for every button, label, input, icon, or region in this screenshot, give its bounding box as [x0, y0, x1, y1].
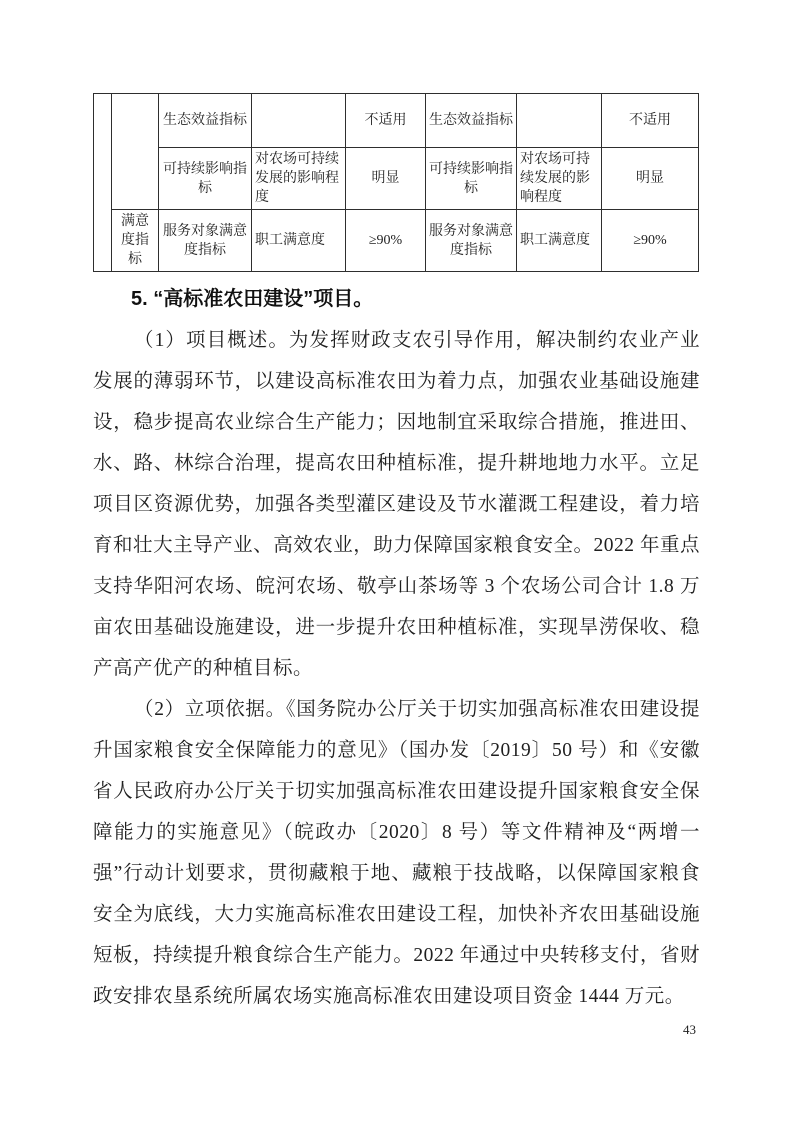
category-cell: 满意度指标 — [112, 210, 159, 272]
indicator-cell: 服务对象满意度指标 — [159, 210, 252, 272]
indicator-cell: 可持续影响指标 — [426, 148, 517, 210]
value-cell: 不适用 — [346, 94, 426, 148]
indicator-table — [93, 93, 699, 272]
detail-cell: 职工满意度 — [517, 210, 602, 272]
indicator-cell: 服务对象满意度指标 — [426, 210, 517, 272]
indicator-cell: 可持续影响指标 — [159, 148, 252, 210]
spanner-cell-empty — [94, 94, 112, 272]
paragraph-project-overview: （1）项目概述。为发挥财政支农引导作用，解决制约农业产业发展的薄弱环节，以建设高标准农田为着力点，加强农业基础设施建设，稳步提高农业综合生产能力；因地制宜采取综合措施，推进田、水、路、林综合治理，提高农田种植标准，提升耕地地力水平。立足项目区资源优势，加强各类型灌区建设及节水灌溉工程建设，着力培育和壮大主导产业、高效农业，助力保障国家粮食安全。2022 年重点支持华阳河农场、皖河农场、敬亭山茶场等 3 个农场公司合计 1.8 万亩农田基础设施建设，进一步提升农田种植标准，实现旱涝保收、稳产高产优产的种植目标。 — [93, 330, 700, 679]
table-row — [94, 210, 699, 272]
indicator-cell: 生态效益指标 — [426, 94, 517, 148]
page-content — [93, 93, 700, 1017]
detail-cell: 职工满意度 — [252, 210, 346, 272]
value-cell: ≥90% — [346, 210, 426, 272]
indicator-cell: 生态效益指标 — [159, 94, 252, 148]
detail-cell — [517, 94, 602, 148]
paragraph-project-basis: （2）立项依据。《国务院办公厅关于切实加强高标准农田建设提升国家粮食安全保障能力的意见》（国办发〔2019〕50 号）和《安徽省人民政府办公厅关于切实加强高标准农田建设提升国家粮食安全保障能力的实施意见》（皖政办〔2020〕8 号）等文件精神及“两增一强”行动计划要求，贯彻藏粮于地、藏粮于技战略，以保障国家粮食安全为底线，大力实施高标准农田建设工程，加快补齐农田基础设施短板，持续提升粮食综合生产能力。2022 年通过中央转移支付，省财政安排农垦系统所属农场实施高标准农田建设项目资金 1444 万元。 — [93, 699, 700, 1007]
detail-cell: 对农场可持续发展的影响程度 — [517, 148, 602, 210]
section-heading: 5. “高标准农田建设”项目。 — [131, 288, 374, 310]
detail-cell: 对农场可持续发展的影响程度 — [252, 148, 346, 210]
value-cell: 不适用 — [602, 94, 699, 148]
value-cell: ≥90% — [602, 210, 699, 272]
page-number: 43 — [683, 1022, 696, 1037]
table-row — [94, 94, 699, 148]
value-cell: 明显 — [602, 148, 699, 210]
value-cell: 明显 — [346, 148, 426, 210]
category-cell-empty — [112, 94, 159, 210]
detail-cell — [252, 94, 346, 148]
table-row — [94, 148, 699, 210]
